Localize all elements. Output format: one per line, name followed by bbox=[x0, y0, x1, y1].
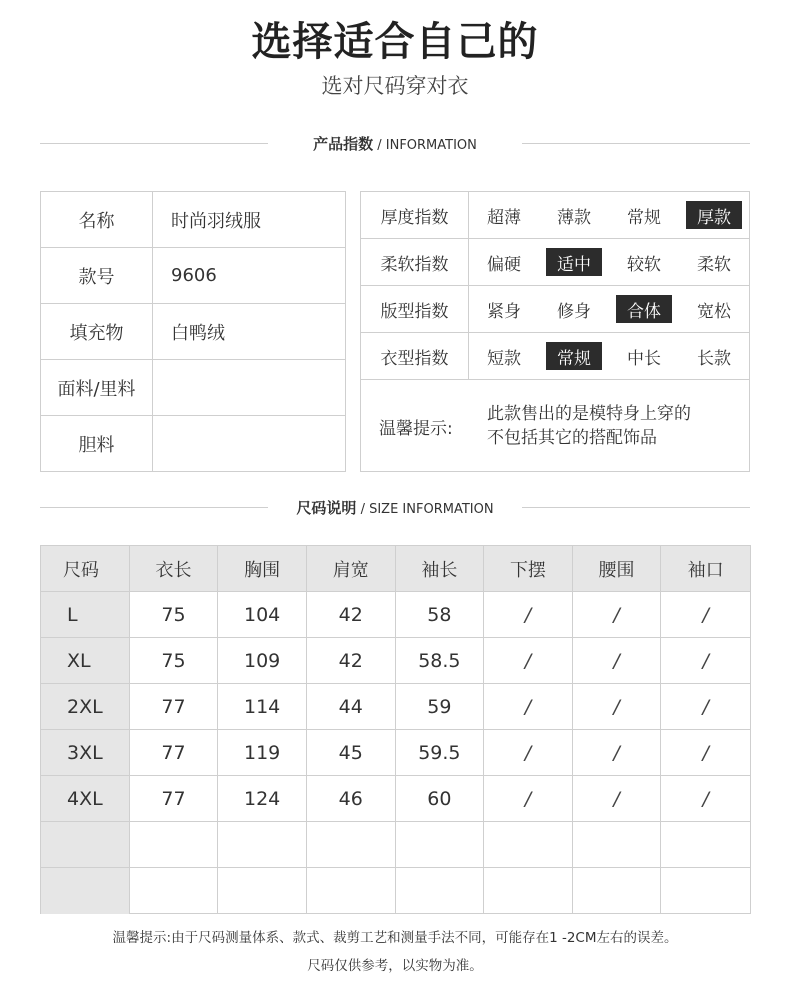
table-row bbox=[41, 822, 750, 868]
index-row bbox=[361, 192, 749, 239]
table-cell: 46 bbox=[307, 776, 396, 821]
table-cell bbox=[307, 822, 396, 867]
table-cell bbox=[484, 822, 573, 867]
page-subtitle: 选对尺码穿对衣 bbox=[321, 74, 469, 98]
disclaimer-note: 温馨提示:由于尺码测量体系、款式、裁剪工艺和测量手法不同，可能存在1 -2CM左右的误差。 bbox=[112, 930, 678, 946]
table-cell: 58.5 bbox=[396, 638, 485, 683]
column-header: 袖口 bbox=[661, 546, 750, 591]
info-key: 胆料 bbox=[41, 416, 153, 471]
table-row bbox=[41, 592, 750, 638]
index-row bbox=[361, 333, 749, 380]
index-option: 常规 bbox=[627, 207, 661, 228]
table-cell: 60 bbox=[396, 776, 485, 821]
info-value: 9606 bbox=[171, 265, 217, 286]
table-cell: / bbox=[573, 684, 662, 729]
table-cell: 124 bbox=[218, 776, 307, 821]
index-option: 薄款 bbox=[557, 207, 591, 228]
table-cell: / bbox=[484, 776, 573, 821]
table-cell bbox=[484, 868, 573, 914]
index-options bbox=[469, 286, 749, 332]
table-cell: 119 bbox=[218, 730, 307, 775]
table-cell bbox=[661, 822, 750, 867]
index-options bbox=[469, 239, 749, 285]
table-cell: / bbox=[484, 592, 573, 637]
size-section-title: 尺码说明 bbox=[296, 499, 357, 517]
column-header: 腰围 bbox=[573, 546, 662, 591]
index-option-selected: 常规 bbox=[546, 342, 602, 370]
index-option-selected: 厚款 bbox=[686, 201, 742, 229]
table-cell: 75 bbox=[130, 638, 219, 683]
table-cell bbox=[218, 822, 307, 867]
table-cell: / bbox=[484, 684, 573, 729]
info-row bbox=[41, 360, 345, 416]
table-cell: 109 bbox=[218, 638, 307, 683]
index-option: 超薄 bbox=[487, 207, 521, 228]
table-cell: 44 bbox=[307, 684, 396, 729]
column-header: 胸围 bbox=[218, 546, 307, 591]
table-header-row bbox=[41, 546, 750, 592]
table-cell: 77 bbox=[130, 730, 219, 775]
index-option-selected: 合体 bbox=[616, 295, 672, 323]
size-label-cell bbox=[41, 822, 130, 867]
index-option-selected: 适中 bbox=[546, 248, 602, 276]
product-info-table bbox=[40, 191, 346, 472]
size-label-cell: XL bbox=[41, 638, 130, 683]
info-value: 白鸭绒 bbox=[171, 322, 225, 344]
index-row bbox=[361, 239, 749, 286]
table-row bbox=[41, 730, 750, 776]
page-title: 选择适合自己的 bbox=[251, 19, 539, 65]
table-cell: / bbox=[702, 603, 709, 626]
info-key: 名称 bbox=[41, 192, 153, 247]
info-row bbox=[41, 416, 345, 471]
table-cell: 114 bbox=[218, 684, 307, 729]
index-options bbox=[469, 192, 749, 238]
table-cell: 104 bbox=[218, 592, 307, 637]
info-row bbox=[41, 192, 345, 248]
table-cell: 42 bbox=[307, 592, 396, 637]
table-row bbox=[41, 868, 750, 914]
index-option: 修身 bbox=[557, 301, 591, 322]
size-label-cell: 3XL bbox=[41, 730, 130, 775]
table-cell: / bbox=[573, 776, 662, 821]
table-row bbox=[41, 638, 750, 684]
table-cell: 59 bbox=[396, 684, 485, 729]
table-cell bbox=[307, 868, 396, 914]
table-row bbox=[41, 684, 750, 730]
tip-row bbox=[361, 380, 749, 472]
table-cell bbox=[661, 868, 750, 914]
index-option: 短款 bbox=[487, 348, 521, 369]
size-label-cell: 4XL bbox=[41, 776, 130, 821]
table-cell: 45 bbox=[307, 730, 396, 775]
index-option: 长款 bbox=[697, 348, 731, 369]
tip-label: 温馨提示: bbox=[379, 418, 453, 439]
product-section-title: 产品指数 bbox=[313, 135, 374, 153]
info-value: 时尚羽绒服 bbox=[171, 210, 261, 232]
info-key: 款号 bbox=[41, 248, 153, 303]
info-row bbox=[41, 304, 345, 360]
product-section-header bbox=[0, 132, 790, 156]
info-value bbox=[153, 416, 345, 471]
table-cell: / bbox=[702, 741, 709, 764]
index-label: 厚度指数 bbox=[361, 192, 469, 238]
reference-note: 尺码仅供参考，以实物为准。 bbox=[307, 958, 483, 974]
index-option: 较软 bbox=[627, 254, 661, 275]
index-option: 宽松 bbox=[697, 301, 731, 322]
column-header: 衣长 bbox=[130, 546, 219, 591]
tip-text-line: 不包括其它的搭配饰品 bbox=[487, 428, 657, 448]
index-options bbox=[469, 333, 749, 379]
table-cell: 77 bbox=[130, 776, 219, 821]
size-label-cell bbox=[41, 868, 130, 914]
size-label-cell: 2XL bbox=[41, 684, 130, 729]
table-cell: / bbox=[484, 638, 573, 683]
index-label: 柔软指数 bbox=[361, 239, 469, 285]
index-label: 版型指数 bbox=[361, 286, 469, 332]
table-cell bbox=[130, 822, 219, 867]
index-option: 中长 bbox=[627, 348, 661, 369]
index-label: 衣型指数 bbox=[361, 333, 469, 379]
table-cell bbox=[130, 868, 219, 914]
table-cell bbox=[573, 822, 662, 867]
table-cell bbox=[218, 868, 307, 914]
info-value bbox=[153, 360, 345, 415]
info-row bbox=[41, 248, 345, 304]
info-key: 填充物 bbox=[41, 304, 153, 359]
column-header: 袖长 bbox=[396, 546, 485, 591]
size-section-header bbox=[0, 496, 790, 520]
table-cell: 58 bbox=[396, 592, 485, 637]
index-row bbox=[361, 286, 749, 333]
table-cell: / bbox=[702, 695, 709, 718]
column-header: 肩宽 bbox=[307, 546, 396, 591]
table-cell: / bbox=[702, 787, 709, 810]
table-cell: 77 bbox=[130, 684, 219, 729]
table-cell: / bbox=[484, 730, 573, 775]
product-section-subtitle: / INFORMATION bbox=[373, 138, 477, 153]
size-section-subtitle: / SIZE INFORMATION bbox=[356, 502, 494, 517]
index-option: 紧身 bbox=[487, 301, 521, 322]
index-table bbox=[360, 191, 750, 472]
index-option: 柔软 bbox=[697, 254, 731, 275]
table-cell: / bbox=[573, 730, 662, 775]
table-cell bbox=[396, 822, 485, 867]
table-cell: 75 bbox=[130, 592, 219, 637]
table-cell: / bbox=[702, 649, 709, 672]
table-cell: / bbox=[573, 638, 662, 683]
table-cell bbox=[573, 868, 662, 914]
tip-text-line: 此款售出的是模特身上穿的 bbox=[487, 404, 691, 424]
size-label-cell: L bbox=[41, 592, 130, 637]
column-header: 尺码 bbox=[41, 546, 130, 591]
table-cell: 42 bbox=[307, 638, 396, 683]
table-cell: / bbox=[573, 592, 662, 637]
column-header: 下摆 bbox=[484, 546, 573, 591]
table-cell bbox=[396, 868, 485, 914]
size-table bbox=[40, 545, 751, 914]
info-key: 面料/里料 bbox=[41, 360, 153, 415]
table-row bbox=[41, 776, 750, 822]
table-cell: 59.5 bbox=[396, 730, 485, 775]
index-option: 偏硬 bbox=[487, 254, 521, 275]
